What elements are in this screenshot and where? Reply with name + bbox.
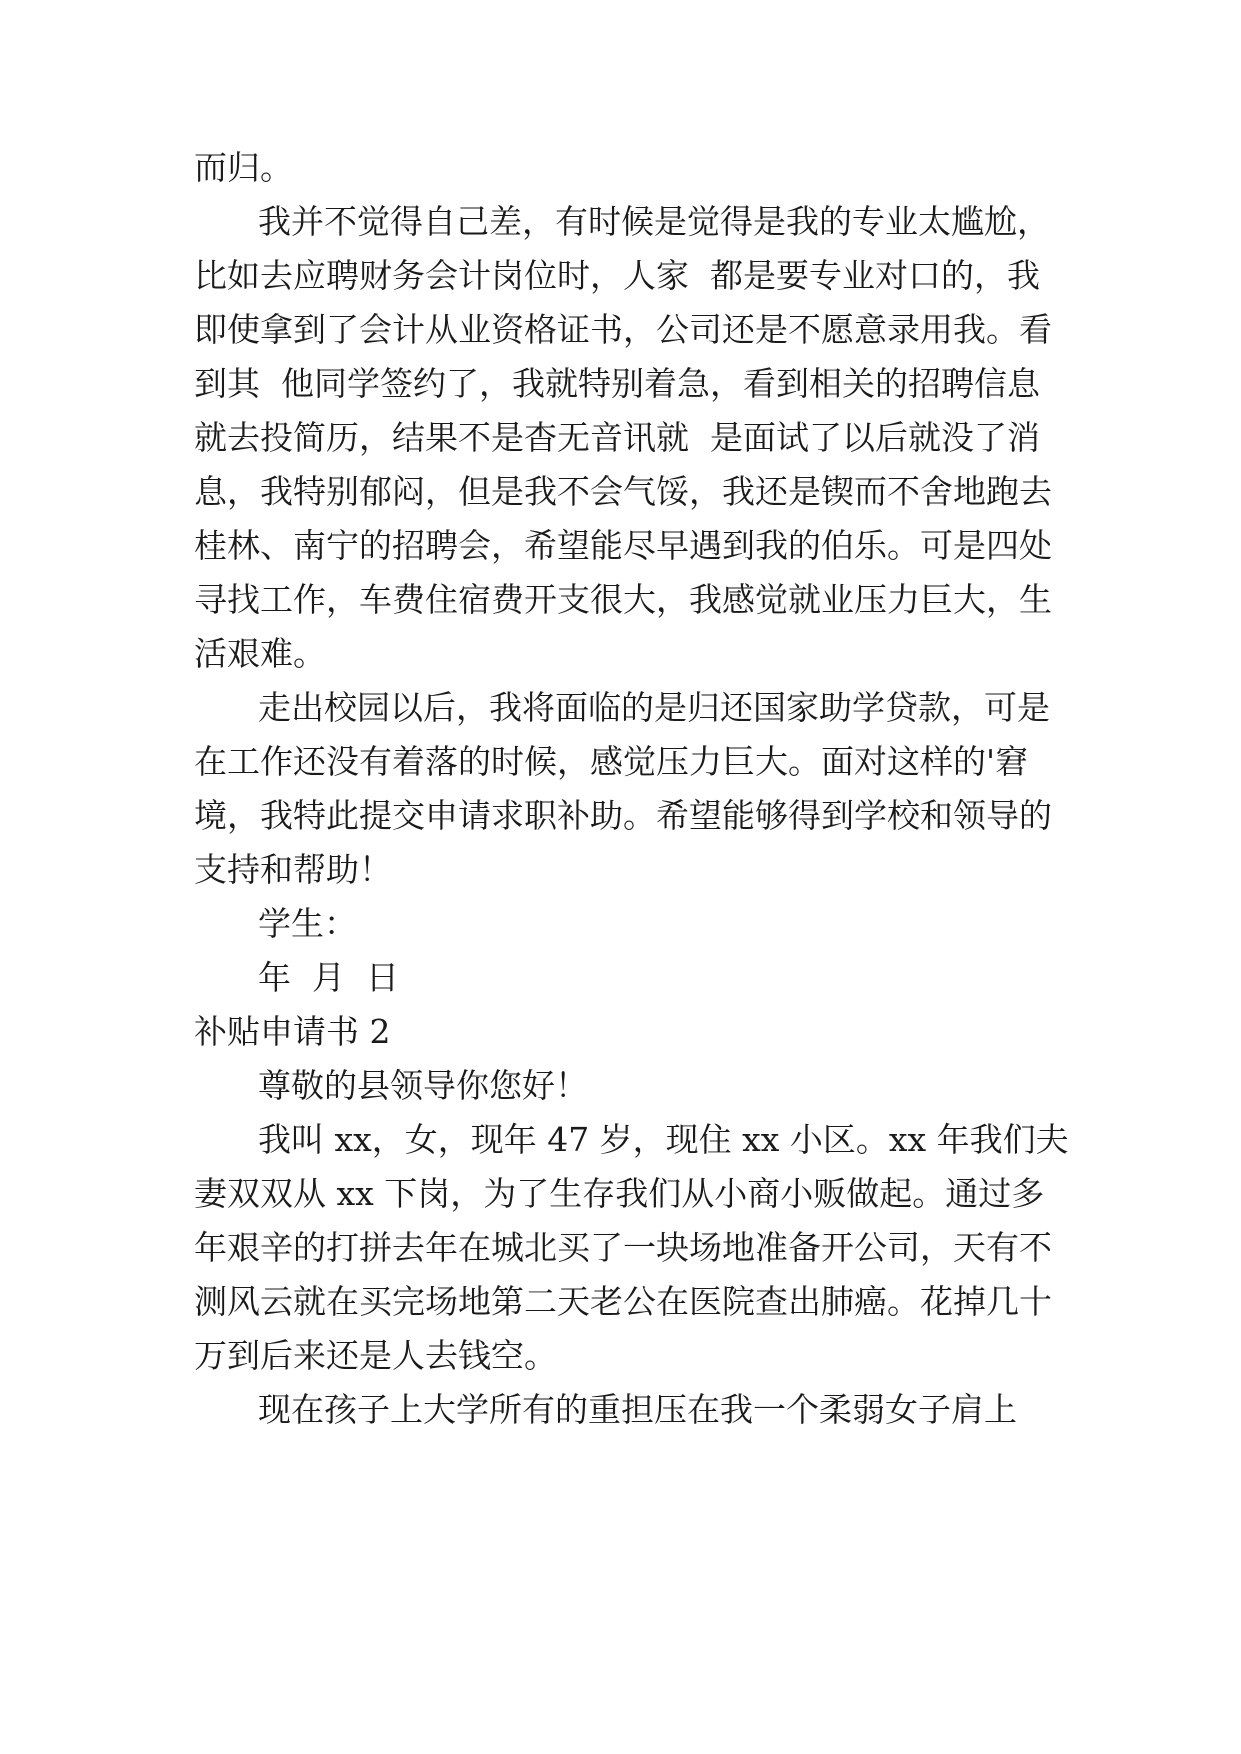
- text-line: 支持和帮助！: [194, 850, 392, 889]
- text-line: 境，我特此提交申请求职补助。希望能够得到学校和领导的: [194, 796, 1052, 835]
- section-title: 补贴申请书 2: [194, 1012, 391, 1051]
- paragraph-start-line: 我叫 xx，女，现年 47 岁，现住 xx 小区。xx 年我们夫: [258, 1120, 1069, 1159]
- signature-label: 学生：: [258, 904, 357, 943]
- text-line: 万到后来还是人去钱空。: [194, 1336, 557, 1375]
- text-line: 而归。: [194, 148, 293, 187]
- paragraph-start-line: 我并不觉得自己差，有时候是觉得是我的专业太尴尬，: [258, 202, 1050, 241]
- text-line: 测风云就在买完场地第二天老公在医院查出肺癌。花掉几十: [194, 1282, 1052, 1321]
- date-line: 年 月 日: [258, 958, 399, 997]
- paragraph-start-line: 现在孩子上大学所有的重担压在我一个柔弱女子肩上: [258, 1390, 1017, 1429]
- text-line: 桂林、南宁的招聘会，希望能尽早遇到我的伯乐。可是四处: [194, 526, 1052, 565]
- salutation: 尊敬的县领导你您好！: [258, 1066, 588, 1105]
- text-line: 活艰难。: [194, 634, 326, 673]
- text-line: 息，我特别郁闷，但是我不会气馁，我还是锲而不舍地跑去: [194, 472, 1052, 511]
- text-line: 到其 他同学签约了，我就特别着急，看到相关的招聘信息: [194, 364, 1040, 403]
- paragraph-start-line: 走出校园以后，我将面临的是归还国家助学贷款，可是: [258, 688, 1050, 727]
- text-line: 就去投简历，结果不是杳无音讯就 是面试了以后就没了消: [194, 418, 1040, 457]
- text-line: 年艰辛的打拼去年在城北买了一块场地准备开公司，天有不: [194, 1228, 1052, 1267]
- text-line: 在工作还没有着落的时候，感觉压力巨大。面对这样的'窘: [194, 742, 1029, 781]
- text-line: 妻双双从 xx 下岗，为了生存我们从小商小贩做起。通过多: [194, 1174, 1045, 1213]
- text-line: 比如去应聘财务会计岗位时，人家 都是要专业对口的，我: [194, 256, 1040, 295]
- text-line: 寻找工作，车费住宿费开支很大，我感觉就业压力巨大，生: [194, 580, 1052, 619]
- text-line: 即使拿到了会计从业资格证书，公司还是不愿意录用我。看: [194, 310, 1052, 349]
